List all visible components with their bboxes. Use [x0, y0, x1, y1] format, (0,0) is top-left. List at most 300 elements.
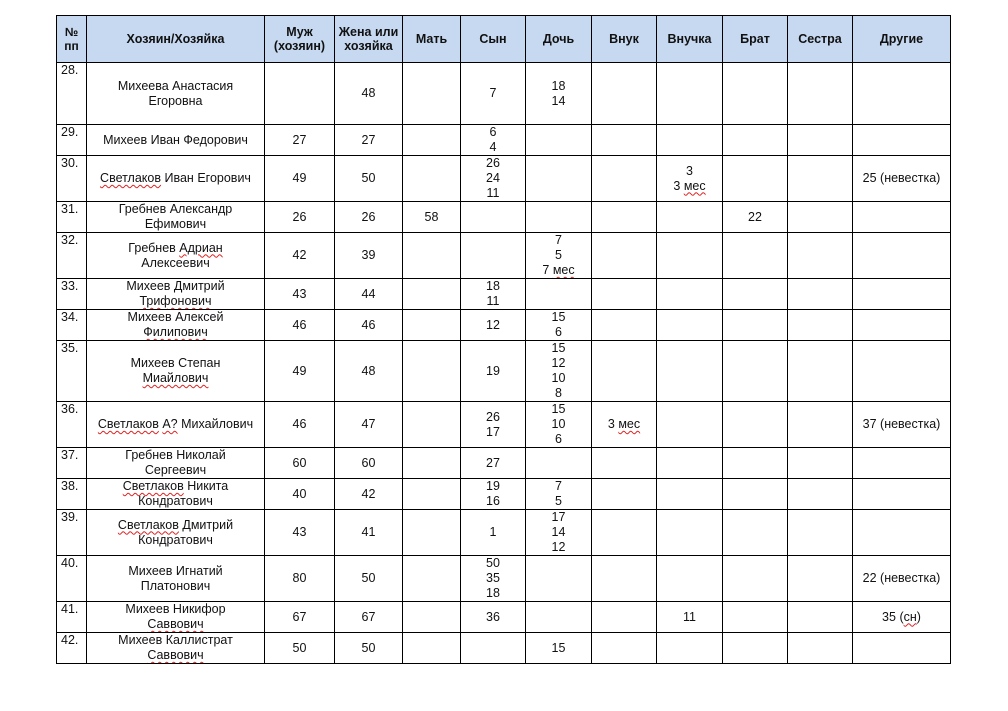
- value-line: 6: [555, 325, 562, 339]
- cell-head: [87, 602, 265, 633]
- value-line: 7: [555, 479, 562, 493]
- cell-granddaughter: [657, 479, 723, 510]
- cell-mother: [403, 279, 461, 310]
- cell-head: [87, 556, 265, 602]
- table-row: [57, 479, 951, 510]
- cell-num: 39.: [57, 510, 87, 556]
- cell-brother: [723, 125, 788, 156]
- cell-son: [461, 156, 526, 202]
- cell-son: [461, 279, 526, 310]
- value-line: 36: [486, 609, 500, 624]
- cell-sister: [788, 556, 853, 602]
- cell-others: [853, 341, 951, 402]
- cell-grandson: [592, 633, 657, 664]
- column-header-head: Хозяин/Хозяйка: [87, 16, 265, 63]
- cell-sister: [788, 233, 853, 279]
- cell-grandson: [592, 402, 657, 448]
- cell-brother: [723, 633, 788, 664]
- cell-son: [461, 125, 526, 156]
- cell-sister: [788, 156, 853, 202]
- cell-num: 37.: [57, 448, 87, 479]
- cell-grandson: [592, 156, 657, 202]
- name-line: Гребнев Александр: [118, 202, 233, 216]
- value-line: 24: [486, 171, 500, 185]
- cell-husband: [265, 125, 335, 156]
- cell-others: [853, 63, 951, 125]
- cell-grandson: [592, 202, 657, 233]
- cell-granddaughter: [657, 310, 723, 341]
- cell-mother: [403, 156, 461, 202]
- cell-num: 38.: [57, 479, 87, 510]
- cell-grandson: [592, 63, 657, 125]
- table-row: [57, 202, 951, 233]
- cell-num: 28.: [57, 63, 87, 125]
- column-header-husband: Муж (хозяин): [265, 16, 335, 63]
- value-line: 37 (невестка): [862, 417, 941, 431]
- cell-sister: [788, 633, 853, 664]
- cell-head: [87, 479, 265, 510]
- cell-granddaughter: [657, 63, 723, 125]
- cell-husband: [265, 448, 335, 479]
- cell-head: [87, 510, 265, 556]
- cell-granddaughter: [657, 602, 723, 633]
- value-line: 41: [361, 525, 376, 539]
- cell-wife: [335, 341, 403, 402]
- cell-head: [87, 279, 265, 310]
- table-body: [57, 63, 951, 664]
- cell-head: [87, 125, 265, 156]
- cell-mother: [403, 233, 461, 279]
- value-line: 42: [292, 248, 307, 262]
- cell-sister: [788, 602, 853, 633]
- cell-daughter: [526, 63, 592, 125]
- cell-son: [461, 448, 526, 479]
- name-line: Михеев Никифор: [125, 602, 226, 616]
- cell-mother: [403, 310, 461, 341]
- cell-wife: [335, 448, 403, 479]
- table-row: [57, 556, 951, 602]
- cell-num: 33.: [57, 279, 87, 310]
- name-line: Михеев Иван Федорович: [103, 132, 248, 147]
- value-line: 18: [486, 279, 500, 293]
- value-line: 17: [486, 424, 500, 439]
- cell-son: [461, 202, 526, 233]
- value-line: 18: [551, 78, 566, 93]
- value-line: 26: [486, 156, 500, 170]
- value-line: 19: [486, 479, 500, 493]
- cell-head: [87, 402, 265, 448]
- cell-head: [87, 448, 265, 479]
- cell-son: [461, 556, 526, 602]
- cell-daughter: [526, 125, 592, 156]
- cell-son: [461, 633, 526, 664]
- cell-mother: [403, 202, 461, 233]
- cell-others: [853, 156, 951, 202]
- column-header-brother: Брат: [723, 16, 788, 63]
- value-line: 11: [486, 186, 500, 200]
- cell-husband: [265, 510, 335, 556]
- value-line: 42: [361, 486, 376, 501]
- value-line: 15: [551, 402, 566, 416]
- cell-num: 35.: [57, 341, 87, 402]
- table-row: [57, 125, 951, 156]
- value-line: 46: [361, 317, 376, 332]
- cell-num: 36.: [57, 402, 87, 448]
- cell-sister: [788, 310, 853, 341]
- value-line: 22: [748, 209, 762, 224]
- cell-husband: [265, 633, 335, 664]
- cell-sister: [788, 202, 853, 233]
- cell-brother: [723, 602, 788, 633]
- name-line: Саввович: [147, 617, 204, 631]
- cell-grandson: [592, 310, 657, 341]
- cell-wife: [335, 310, 403, 341]
- cell-brother: [723, 310, 788, 341]
- cell-brother: [723, 63, 788, 125]
- cell-granddaughter: [657, 556, 723, 602]
- value-line: 7: [489, 86, 497, 100]
- value-line: 17: [551, 510, 566, 524]
- cell-brother: [723, 202, 788, 233]
- cell-brother: [723, 156, 788, 202]
- cell-num: 31.: [57, 202, 87, 233]
- cell-grandson: [592, 233, 657, 279]
- column-header-daughter: Дочь: [526, 16, 592, 63]
- value-line: 50: [361, 640, 376, 655]
- cell-husband: [265, 63, 335, 125]
- value-line: 50: [361, 571, 376, 585]
- cell-mother: [403, 633, 461, 664]
- value-line: 80: [292, 571, 307, 585]
- cell-wife: [335, 633, 403, 664]
- cell-granddaughter: [657, 448, 723, 479]
- cell-sister: [788, 63, 853, 125]
- value-line: 67: [292, 609, 307, 624]
- value-line: 19: [486, 363, 500, 378]
- cell-brother: [723, 341, 788, 402]
- column-header-son: Сын: [461, 16, 526, 63]
- cell-daughter: [526, 402, 592, 448]
- column-header-granddaughter: Внучка: [657, 16, 723, 63]
- value-line: 3: [686, 163, 693, 178]
- table-row: [57, 448, 951, 479]
- cell-son: [461, 510, 526, 556]
- value-line: 3 мес: [607, 417, 641, 431]
- value-line: 60: [292, 455, 307, 470]
- cell-head: [87, 233, 265, 279]
- cell-wife: [335, 156, 403, 202]
- cell-daughter: [526, 556, 592, 602]
- cell-husband: [265, 602, 335, 633]
- cell-granddaughter: [657, 125, 723, 156]
- name-line: Светлаков Дмитрий: [117, 517, 234, 532]
- value-line: 25 (невестка): [862, 171, 941, 185]
- cell-num: 30.: [57, 156, 87, 202]
- value-line: 14: [551, 525, 566, 539]
- value-line: 35 (сн): [882, 609, 921, 624]
- value-line: 26: [292, 209, 307, 224]
- cell-son: [461, 310, 526, 341]
- name-line: Светлаков А? Михайлович: [97, 417, 254, 431]
- value-line: 22 (невестка): [862, 571, 941, 585]
- value-line: 26: [486, 409, 500, 424]
- cell-daughter: [526, 479, 592, 510]
- cell-son: [461, 402, 526, 448]
- cell-num: 42.: [57, 633, 87, 664]
- cell-num: 40.: [57, 556, 87, 602]
- value-line: 11: [683, 609, 696, 624]
- value-line: 48: [361, 363, 376, 378]
- value-line: 49: [292, 363, 307, 378]
- cell-head: [87, 341, 265, 402]
- name-line: Гребнев Адриан: [128, 240, 223, 255]
- value-line: 10: [551, 417, 566, 431]
- name-line: Кондратович: [138, 494, 213, 508]
- column-header-sister: Сестра: [788, 16, 853, 63]
- cell-others: [853, 633, 951, 664]
- cell-brother: [723, 479, 788, 510]
- cell-head: [87, 202, 265, 233]
- name-line: Алексеевич: [141, 255, 210, 270]
- value-line: 43: [292, 525, 307, 539]
- cell-head: [87, 63, 265, 125]
- cell-son: [461, 602, 526, 633]
- cell-wife: [335, 402, 403, 448]
- cell-daughter: [526, 341, 592, 402]
- name-line: Филипович: [143, 325, 208, 339]
- value-line: 50: [361, 171, 376, 185]
- cell-husband: [265, 310, 335, 341]
- cell-others: [853, 448, 951, 479]
- cell-mother: [403, 479, 461, 510]
- cell-son: [461, 63, 526, 125]
- name-line: Миайлович: [142, 371, 209, 385]
- cell-mother: [403, 402, 461, 448]
- value-line: 12: [551, 540, 566, 554]
- cell-mother: [403, 448, 461, 479]
- value-line: 47: [361, 417, 376, 431]
- value-line: 27: [361, 132, 376, 147]
- name-line: Ефимович: [144, 217, 207, 231]
- cell-others: [853, 233, 951, 279]
- value-line: 50: [486, 556, 500, 570]
- name-line: Светлаков Никита: [122, 479, 229, 493]
- cell-grandson: [592, 479, 657, 510]
- cell-daughter: [526, 156, 592, 202]
- cell-others: [853, 479, 951, 510]
- cell-others: [853, 510, 951, 556]
- cell-granddaughter: [657, 341, 723, 402]
- cell-others: [853, 310, 951, 341]
- cell-granddaughter: [657, 279, 723, 310]
- cell-head: [87, 156, 265, 202]
- name-line: Михеев Степан: [130, 356, 221, 370]
- value-line: 67: [361, 609, 376, 624]
- table-row: [57, 156, 951, 202]
- cell-wife: [335, 479, 403, 510]
- value-line: 40: [292, 486, 307, 501]
- cell-husband: [265, 341, 335, 402]
- cell-granddaughter: [657, 510, 723, 556]
- table-row: [57, 63, 951, 125]
- cell-mother: [403, 63, 461, 125]
- value-line: 39: [361, 248, 376, 262]
- value-line: 5: [555, 494, 562, 508]
- value-line: 27: [486, 455, 500, 470]
- value-line: 15: [551, 341, 566, 355]
- name-line: Саввович: [147, 648, 204, 662]
- cell-num: 41.: [57, 602, 87, 633]
- value-line: 16: [486, 494, 500, 508]
- value-line: 8: [555, 386, 562, 400]
- cell-grandson: [592, 125, 657, 156]
- value-line: 6: [489, 125, 497, 139]
- table-row: [57, 233, 951, 279]
- cell-husband: [265, 402, 335, 448]
- value-line: 10: [551, 371, 566, 385]
- cell-others: [853, 402, 951, 448]
- cell-grandson: [592, 341, 657, 402]
- table-row: [57, 310, 951, 341]
- column-header-others: Другие: [853, 16, 951, 63]
- cell-daughter: [526, 633, 592, 664]
- value-line: 1: [489, 525, 497, 539]
- table-row: [57, 602, 951, 633]
- cell-brother: [723, 233, 788, 279]
- cell-brother: [723, 510, 788, 556]
- cell-husband: [265, 156, 335, 202]
- cell-mother: [403, 510, 461, 556]
- name-line: Светлаков Иван Егорович: [100, 171, 251, 185]
- name-line: Гребнев Николай: [125, 448, 226, 462]
- cell-sister: [788, 402, 853, 448]
- value-line: 46: [292, 417, 307, 431]
- cell-others: [853, 556, 951, 602]
- cell-wife: [335, 202, 403, 233]
- cell-husband: [265, 479, 335, 510]
- value-line: 60: [361, 455, 376, 470]
- cell-grandson: [592, 279, 657, 310]
- name-line: Михеев Алексей: [127, 310, 224, 324]
- value-line: 6: [555, 432, 562, 446]
- cell-daughter: [526, 279, 592, 310]
- value-line: 27: [292, 132, 307, 147]
- header-row: [57, 16, 951, 63]
- value-line: 7: [555, 233, 562, 247]
- cell-wife: [335, 125, 403, 156]
- value-line: 46: [292, 317, 307, 332]
- table-row: [57, 279, 951, 310]
- cell-daughter: [526, 233, 592, 279]
- cell-mother: [403, 556, 461, 602]
- name-line: Платонович: [140, 578, 211, 593]
- cell-sister: [788, 341, 853, 402]
- cell-wife: [335, 510, 403, 556]
- value-line: 4: [489, 140, 497, 154]
- cell-head: [87, 310, 265, 341]
- value-line: 15: [551, 310, 566, 324]
- cell-mother: [403, 125, 461, 156]
- cell-daughter: [526, 510, 592, 556]
- cell-brother: [723, 402, 788, 448]
- cell-others: [853, 602, 951, 633]
- column-header-wife: Жена или хозяйка: [335, 16, 403, 63]
- cell-husband: [265, 233, 335, 279]
- cell-husband: [265, 279, 335, 310]
- cell-husband: [265, 202, 335, 233]
- name-line: Михеев Дмитрий: [126, 279, 225, 293]
- name-line: Михеев Игнатий: [128, 563, 223, 578]
- table-row: [57, 341, 951, 402]
- name-line: Трифонович: [139, 294, 212, 308]
- cell-sister: [788, 448, 853, 479]
- cell-wife: [335, 556, 403, 602]
- value-line: 12: [551, 356, 566, 370]
- cell-husband: [265, 556, 335, 602]
- cell-wife: [335, 63, 403, 125]
- value-line: 35: [486, 571, 500, 585]
- cell-num: 34.: [57, 310, 87, 341]
- cell-num: 29.: [57, 125, 87, 156]
- cell-wife: [335, 233, 403, 279]
- value-line: 43: [292, 286, 307, 301]
- value-line: 26: [361, 209, 376, 224]
- cell-mother: [403, 602, 461, 633]
- cell-daughter: [526, 448, 592, 479]
- value-line: 18: [486, 586, 500, 600]
- cell-head: [87, 633, 265, 664]
- cell-sister: [788, 510, 853, 556]
- table-row: [57, 633, 951, 664]
- cell-daughter: [526, 202, 592, 233]
- cell-daughter: [526, 602, 592, 633]
- value-line: 14: [551, 93, 566, 108]
- cell-mother: [403, 341, 461, 402]
- name-line: Михеев Каллистрат: [118, 633, 233, 647]
- cell-num: 32.: [57, 233, 87, 279]
- value-line: 12: [486, 317, 500, 332]
- value-line: 3 мес: [673, 178, 706, 193]
- cell-wife: [335, 279, 403, 310]
- cell-grandson: [592, 556, 657, 602]
- cell-grandson: [592, 510, 657, 556]
- column-header-mother: Мать: [403, 16, 461, 63]
- name-line: Михеева Анастасия: [117, 78, 234, 93]
- cell-sister: [788, 479, 853, 510]
- cell-others: [853, 125, 951, 156]
- value-line: 11: [486, 294, 500, 308]
- column-header-grandson: Внук: [592, 16, 657, 63]
- table-row: [57, 510, 951, 556]
- value-line: 50: [292, 640, 307, 655]
- cell-granddaughter: [657, 633, 723, 664]
- cell-brother: [723, 556, 788, 602]
- cell-son: [461, 233, 526, 279]
- cell-daughter: [526, 310, 592, 341]
- cell-granddaughter: [657, 156, 723, 202]
- cell-others: [853, 279, 951, 310]
- cell-sister: [788, 279, 853, 310]
- value-line: 48: [361, 86, 376, 100]
- cell-brother: [723, 448, 788, 479]
- value-line: 7 мес: [542, 263, 575, 277]
- cell-others: [853, 202, 951, 233]
- cell-grandson: [592, 448, 657, 479]
- cell-son: [461, 341, 526, 402]
- cell-granddaughter: [657, 233, 723, 279]
- value-line: 49: [292, 171, 307, 185]
- name-line: Кондратович: [138, 532, 213, 547]
